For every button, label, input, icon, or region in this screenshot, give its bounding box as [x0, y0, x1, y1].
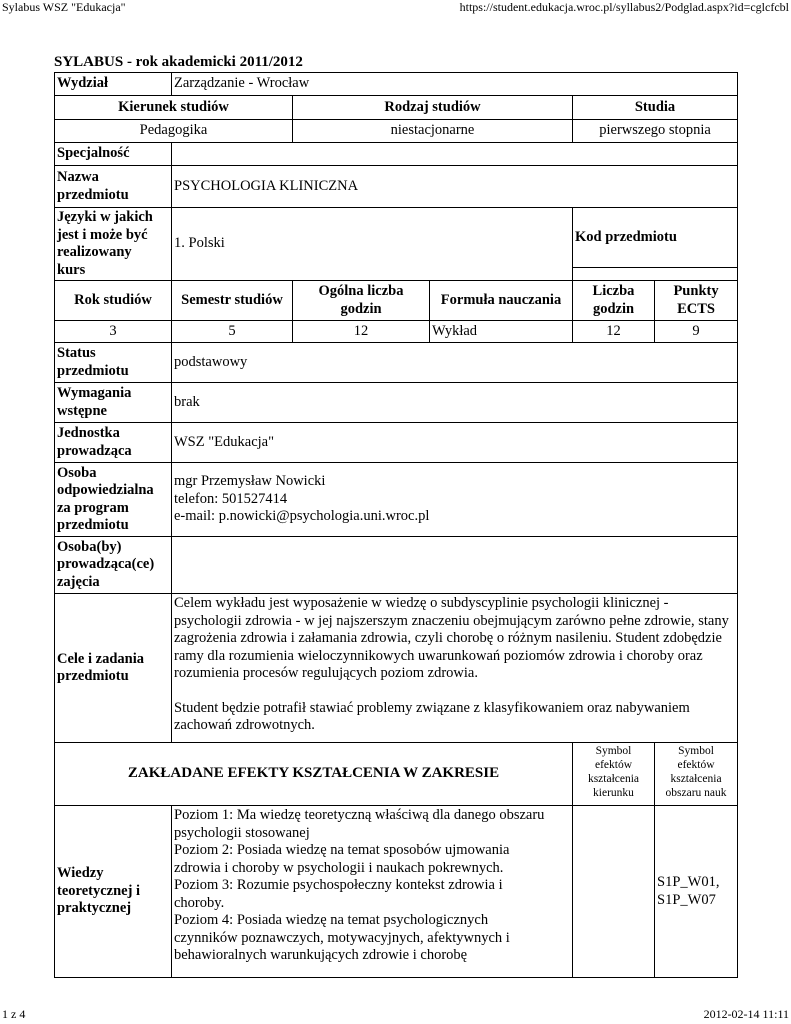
punkty-header: Punkty ECTS — [655, 281, 738, 321]
cele-value — [172, 594, 738, 743]
rok-header: Rok studiów — [55, 281, 172, 321]
rodzaj-header: Rodzaj studiów — [293, 96, 573, 120]
row-course-values — [55, 321, 738, 343]
specjalnosc-value — [172, 143, 738, 166]
liczba-header: Liczba godzin — [573, 281, 655, 321]
osoba-value: mgr Przemysław Nowicki telefon: 501527414 e-mail: p.nowicki@psychologia.uni.wroc.pl — [172, 463, 738, 537]
cele-paragraph-2: Student będzie potrafił stawiać problemy związane z klasyfikowaniem oraz nabywaniem zachowań zdrowotnych. — [174, 699, 690, 733]
kierunek-value: Pedagogika — [55, 120, 293, 143]
status-value: podstawowy — [172, 343, 738, 383]
studia-header: Studia — [573, 96, 738, 120]
status-label: Status przedmiotu — [55, 343, 172, 383]
rodzaj-value: niestacjonarne — [293, 120, 573, 143]
jednostka-value: WSZ "Edukacja" — [172, 423, 738, 463]
wiedzy-symbol-obszaru: S1P_W01, S1P_W07 — [655, 806, 738, 978]
nazwa-label: Nazwa przedmiotu — [55, 166, 172, 208]
efekty-title: ZAKŁADANE EFEKTY KSZTAŁCENIA W ZAKRESIE — [55, 743, 573, 806]
jezyki-label: Języki w jakich jest i może być realizowany kurs — [55, 208, 172, 281]
symbol-obszaru-header: Symbol efektów kształcenia obszaru nauk — [655, 743, 738, 806]
kierunek-header: Kierunek studiów — [55, 96, 293, 120]
row-jednostka — [55, 423, 738, 463]
semestr-value: 5 — [172, 321, 293, 343]
row-cele — [55, 594, 738, 743]
browser-url[interactable]: https://student.edukacja.wroc.pl/syllabus2/Podglad.aspx?id=cglcfcbl — [459, 0, 789, 14]
row-nazwa — [55, 166, 738, 208]
nazwa-value: PSYCHOLOGIA KLINICZNA — [172, 166, 738, 208]
jednostka-label: Jednostka prowadząca — [55, 423, 172, 463]
row-studies-values — [55, 120, 738, 143]
studia-value: pierwszego stopnia — [573, 120, 738, 143]
print-datetime: 2012-02-14 11:11 — [703, 1007, 789, 1021]
wiedzy-text: Poziom 1: Ma wiedzę teoretyczną właściwą dla danego obszaru psychologii stosowanej Poziom 2: Posiada wiedzę na temat sposobów ujmowania zdrowia i choroby w psychologii i naukach pokrewnych. Poziom 3: Rozumie psychospołeczny kontekst zdrowia i choroby. Poziom 4: Posiada wiedzę na temat psychologicznych czynników poznawczych, motywacyjnych, afektywnych i behawioralnych warunkujących zdrowie i chorobę — [172, 806, 573, 978]
page-counter: 1 z 4 — [2, 1007, 26, 1021]
wiedzy-symbol-kierunku — [573, 806, 655, 978]
kod-przedmiotu-label: Kod przedmiotu — [573, 208, 738, 268]
row-status — [55, 343, 738, 383]
formula-header: Formuła nauczania — [430, 281, 573, 321]
wymagania-label: Wymagania wstępne — [55, 383, 172, 423]
wiedzy-label: Wiedzy teoretycznej i praktycznej — [55, 806, 172, 978]
wymagania-value: brak — [172, 383, 738, 423]
cele-paragraph-1: Celem wykładu jest wyposażenie w wiedzę o subdyscyplinie psychologii klinicznej - psychologii zdrowia - w jej najszerszym znaczeniu obejmującym zarówno pełne zdrowie, stany zagrożenia zdrowia i załamania zdrowia, czyli chorobę o różnym nasileniu. Student zdobędzie ramy dla rozumienia wieloczynnikowych uwarunkowań poziomów zdrowia i choroby oraz rozumienia procesów regulujących poziom zdrowia. — [174, 595, 729, 681]
row-wymagania — [55, 383, 738, 423]
liczba-value: 12 — [573, 321, 655, 343]
row-course-header — [55, 281, 738, 321]
row-efekty-header — [55, 743, 738, 806]
browser-page-title: Sylabus WSZ "Edukacja" — [2, 0, 126, 14]
ogolna-header: Ogólna liczba godzin — [293, 281, 430, 321]
kod-przedmiotu-value — [573, 267, 738, 280]
cele-label: Cele i zadania przedmiotu — [55, 594, 172, 743]
row-osoby-prowadzace — [55, 537, 738, 594]
row-osoba — [55, 463, 738, 537]
osoba-label: Osoba odpowiedzialna za program przedmiotu — [55, 463, 172, 537]
symbol-kierunku-header: Symbol efektów kształcenia kierunku — [573, 743, 655, 806]
semestr-header: Semestr studiów — [172, 281, 293, 321]
osoby-prowadzace-label: Osoba(by) prowadząca(ce) zajęcia — [55, 537, 172, 594]
formula-value: Wykład — [430, 321, 573, 343]
rok-value: 3 — [55, 321, 172, 343]
osoby-prowadzace-value — [172, 537, 738, 594]
row-studies-header — [55, 96, 738, 120]
syllabus-title: SYLABUS - rok akademicki 2011/2012 — [54, 54, 303, 70]
row-wydzial — [55, 73, 738, 96]
wydzial-label: Wydział — [55, 73, 172, 96]
wydzial-value: Zarządzanie - Wrocław — [172, 73, 738, 96]
specjalnosc-label: Specjalność — [55, 143, 172, 166]
jezyki-value: 1. Polski — [172, 208, 573, 281]
row-jezyki-top — [55, 208, 738, 268]
ogolna-value: 12 — [293, 321, 430, 343]
punkty-value: 9 — [655, 321, 738, 343]
syllabus-table — [54, 72, 738, 978]
row-wiedzy — [55, 806, 738, 978]
row-specjalnosc — [55, 143, 738, 166]
